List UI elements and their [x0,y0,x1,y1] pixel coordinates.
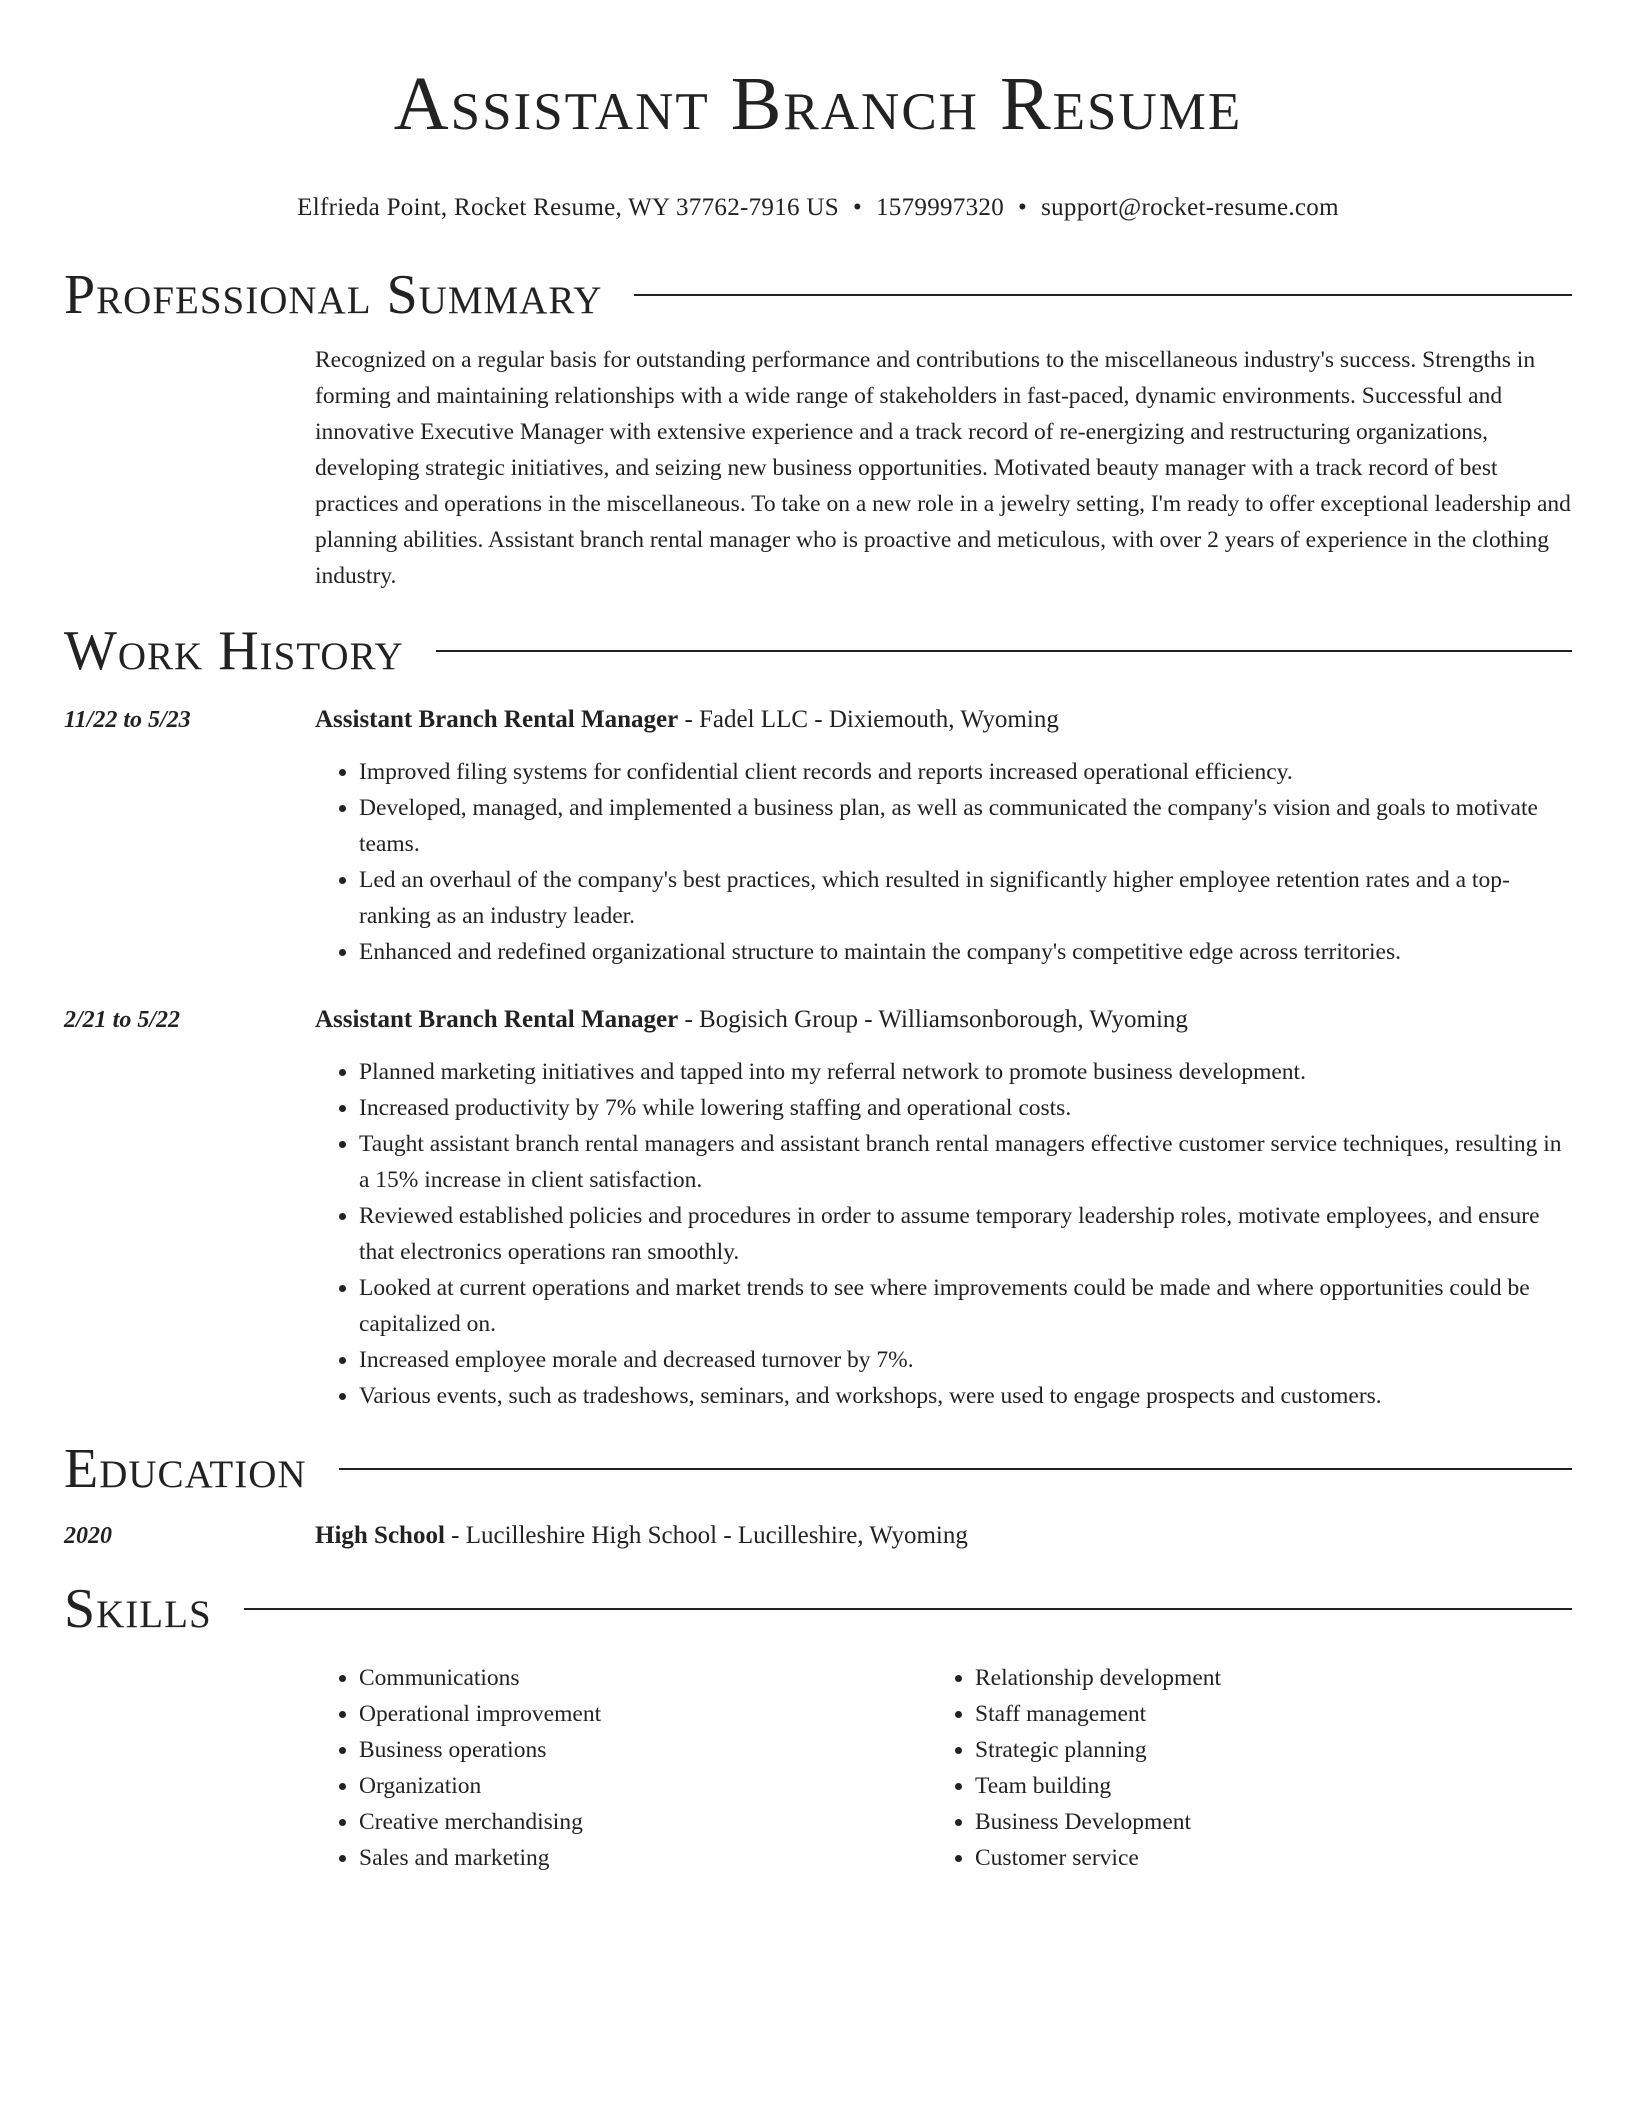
list-item: • Led an overhaul of the company's best practices, which resulted in significantly higher employee retention rates and a top-ranking as an industry leader. [359,862,1572,934]
education-heading [315,1518,1572,1554]
summary-text: Recognized on a regular basis for outstanding performance and contributions to the miscellaneous industry's success. Strengths in forming and maintaining relationships with a wide range of stakeholders in fast-paced, dynamic environments. Successful and innovative Executive Manager with extensive experience and a track record of re-energizing and restructuring organizations, developing strategic initiatives, and seizing new business opportunities. Motivated beauty manager with a track record of best practices and operations in the miscellaneous. To take on a new role in a jewelry setting, I'm ready to offer exceptional leadership and planning abilities. Assistant branch rental manager who is proactive and meticulous, with over 2 years of experience in the clothing industry. [315,347,1571,589]
list-item: • Creative merchandising [359,1804,931,1840]
job-details: - Fadel LLC - Dixiemouth, Wyoming [678,706,1059,733]
list-item: • Enhanced and redefined organizational structure to maintain the company's competitive edge across territories. [359,934,1572,970]
section-header-summary [64,264,1572,326]
list-item: • Relationship development [975,1660,1572,1696]
job-dates: 2/21 to 5/22 [64,1007,181,1033]
list-item: • Sales and marketing [359,1840,931,1876]
list-item: • Operational improvement [359,1696,931,1732]
list-item: • Customer service [975,1840,1572,1876]
section-divider [634,294,1572,296]
section-divider [339,1468,1572,1470]
section-header-skills [64,1578,1572,1640]
section-title-skills: Skills [64,1578,212,1640]
list-item: • Reviewed established policies and procedures in order to assume temporary leadership roles, motivate employees, and ensure that electronics operations ran smoothly. [359,1198,1572,1270]
section-header-work [64,620,1572,682]
education-content [315,1518,1572,1554]
list-item: • Planned marketing initiatives and tapped into my referral network to promote business development. [359,1054,1572,1090]
list-item: • Increased productivity by 7% while lowering staffing and operational costs. [359,1090,1572,1126]
contact-line [64,192,1572,224]
list-item: • Organization [359,1768,931,1804]
education-entry [64,1518,1572,1554]
contact-separator: • [1018,194,1028,221]
job-dates: 11/22 to 5/23 [64,707,191,733]
list-item: • Staff management [975,1696,1572,1732]
job-title: Assistant Branch Rental Manager [315,1006,679,1033]
contact-phone: 1579997320 [876,194,1004,221]
skills-list [315,1660,1572,1876]
contact-separator: • [852,194,862,221]
job-bullets [315,754,1572,970]
section-title-education: Education [64,1438,307,1500]
list-item: • Developed, managed, and implemented a business plan, as well as communicated the company's vision and goals to motivate teams. [359,790,1572,862]
list-item: • Taught assistant branch rental managers and assistant branch rental managers effective customer service techniques, resulting in a 15% increase in client satisfaction. [359,1126,1572,1198]
contact-email: support@rocket-resume.com [1041,194,1339,221]
section-title-work: Work History [64,620,404,682]
section-title-summary: Professional Summary [64,264,603,326]
job-content [315,1002,1572,1414]
list-item: • Improved filing systems for confidential client records and reports increased operational efficiency. [359,754,1572,790]
list-item: • Increased employee morale and decreased turnover by 7%. [359,1342,1572,1378]
list-item: • Business Development [975,1804,1572,1840]
resume-page [64,0,1572,1876]
job-heading [315,702,1572,738]
section-divider [244,1608,1572,1610]
job-details: - Bogisich Group - Williamsonborough, Wyoming [678,1006,1188,1033]
job-entry [64,702,1572,970]
list-item: • Team building [975,1768,1572,1804]
education-year: 2020 [64,1523,112,1549]
list-item: • Strategic planning [975,1732,1572,1768]
job-bullets [315,1054,1572,1414]
job-heading [315,1002,1572,1038]
list-item: • Business operations [359,1732,931,1768]
list-item: • Communications [359,1660,931,1696]
list-item: • Looked at current operations and market trends to see where improvements could be made and where opportunities could be capitalized on. [359,1270,1572,1342]
resume-title: Assistant Branch Resume [393,62,1243,146]
job-title: Assistant Branch Rental Manager [315,706,679,733]
contact-address: Elfrieda Point, Rocket Resume, WY 37762-7916 US [297,194,839,221]
section-divider [436,650,1572,652]
education-details: - Lucilleshire High School - Lucilleshire, Wyoming [444,1522,968,1549]
job-content [315,702,1572,970]
job-entry [64,1002,1572,1414]
section-header-education [64,1438,1572,1500]
skills-column-right [931,1660,1572,1876]
education-degree: High School [315,1522,445,1549]
list-item: • Various events, such as tradeshows, seminars, and workshops, were used to engage prospects and customers. [359,1378,1572,1414]
skills-column-left [315,1660,931,1876]
